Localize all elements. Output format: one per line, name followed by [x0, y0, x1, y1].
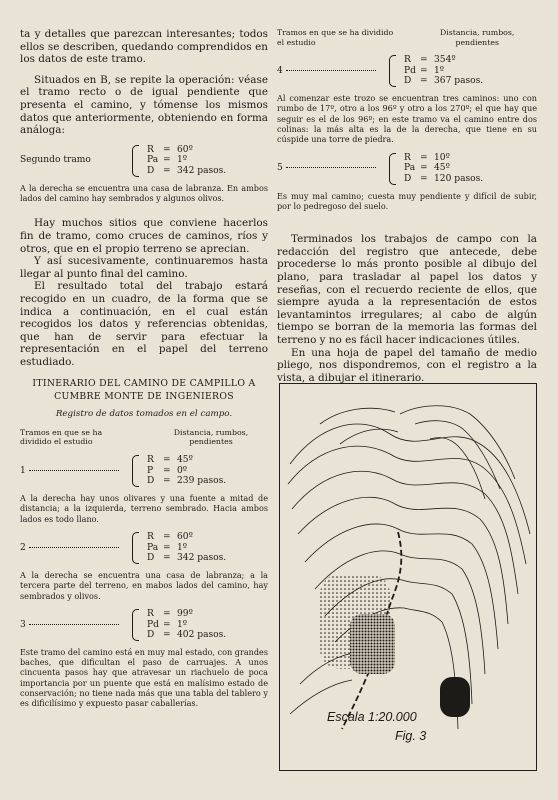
value-key: D [147, 476, 155, 487]
value-key: P [147, 465, 154, 476]
value-key: D [404, 173, 412, 184]
value-key: R [147, 455, 154, 466]
value: 342 pasos. [177, 166, 227, 177]
entry-values: R = 99º Pd = 1º D = 402 pasos. [147, 608, 227, 641]
brace [132, 145, 139, 177]
value-key: R [404, 152, 411, 163]
register-subheading: Registro de datos tomados en el campo. [55, 408, 233, 419]
entry-values: R = 60º Pa = 1º D = 342 pasos. [147, 532, 227, 564]
brace [132, 609, 139, 641]
value-key: Pd [404, 65, 416, 76]
heading-line: CUMBRE MONTE DE INGENIEROS [54, 390, 234, 402]
value: 10º [434, 152, 450, 163]
entry-note: Es muy mal camino; cuesta muy pendiente y difícil de subir, por lo pedregoso del suelo. [277, 190, 537, 211]
entry-values: R = 45º P = 0º D = 239 pasos. [147, 455, 227, 487]
value-key: R [147, 144, 154, 155]
left-column [20, 28, 268, 709]
value-key: R [404, 55, 411, 66]
value: 1º [177, 542, 188, 553]
brace [389, 55, 396, 87]
entry-note: Este tramo del camino está en muy mal estado, con grandes baches, que dificultan el paso de carruajes. A unos cincuenta pasos hay que atravesar un riachuelo de poca importancia por un puente que está en malísimo estado de conservación; no tiene nada más que una tabla del tablero y es dificilísimo y expuesto pasar caballerías. [20, 646, 268, 709]
paragraph: Hay muchos sitios que conviene hacerlos fin de tramo, como cruces de caminos, ríos y otros, que en el propio terreno se aprecian. [20, 217, 268, 255]
tramo-entry [20, 609, 268, 641]
value: 342 pasos. [177, 553, 227, 564]
tramo-entry [277, 55, 537, 87]
tramo-entry [20, 532, 268, 564]
paragraph: ta y detalles que parezcan interesantes; todos ellos se describen, quedando comprendidos en los datos de este tramo. [20, 28, 268, 66]
value-key: R [147, 532, 154, 543]
value-key: D [404, 76, 412, 87]
paragraph: Y así sucesivamente, continuaremos hasta llegar al punto final del camino. [20, 255, 268, 280]
brace [132, 455, 139, 487]
stippled-area [350, 614, 395, 674]
scale-caption: Escala 1:20.000 [327, 710, 417, 724]
figure-caption: Fig. 3 [395, 729, 427, 743]
value-key: Pa [147, 155, 159, 166]
segundo-tramo-entry [20, 145, 268, 177]
entry-number: 5 [277, 163, 389, 174]
value: 60º [177, 532, 193, 543]
entry-values: R = 10º Pa = 45º D = 120 pasos. [404, 152, 484, 184]
value: 367 pasos. [434, 76, 484, 87]
contour-lines [288, 406, 530, 729]
value-key: R [147, 608, 154, 619]
column-header: Tramos en que se ha dividido el estudio [277, 28, 394, 47]
value: 0º [177, 465, 188, 476]
paragraph: En una hoja de papel del tamaño de medio pliego, nos dispondremos, con el registro a la vista, a dibujar el itinerario. [277, 346, 537, 384]
entry-number: 1 [20, 466, 132, 477]
value-key: D [147, 630, 155, 641]
entry-number: 4 [277, 66, 389, 77]
entry-number: 3 [20, 620, 132, 631]
entry-values: R = 60º Pa = 1º D = 342 pasos. [147, 144, 227, 177]
paragraph: Situados en B, se repite la operación: véase el tramo recto o de igual pendiente que presenta el camino, y tómense los mismos datos que anteriormente, obteniendo en forma análoga: [20, 73, 268, 137]
paragraph: Terminados los trabajos de campo con la redacción del registro que antecede, debe procederse lo más pronto posible al dibujo del plano, para trasladar al papel los datos y reseñas, con el recuerdo reciente de ellos, que siempre ayuda a la representación de estos levantamintos irregulares; al cabo de algún tiempo se borran de la memoria las formas del terreno y no es fácil hacer indicaciones útiles. [277, 233, 537, 347]
entry-label: Segundo tramo [20, 155, 91, 166]
table-header [20, 428, 268, 447]
brace [132, 532, 139, 564]
paragraph: El resultado total del trabajo estará recogido en un cuadro, de la forma que se indica a continuación, en el cual están recogidos los datos y referencias obtenidas, que han de servir para efectuar la representación en el papel del terreno estudiado. [20, 280, 268, 368]
value: 1º [177, 155, 188, 166]
value: 354º [434, 55, 456, 66]
value: 1º [177, 619, 188, 630]
entry-note: A la derecha se encuentra una casa de labranza. En ambos lados del camino hay sembrados y algunos olivos. [20, 182, 268, 204]
value: 239 pasos. [177, 476, 227, 487]
right-column [277, 28, 537, 384]
value-key: D [147, 166, 155, 177]
column-header: Distancia, rumbos, pendientes [440, 28, 515, 47]
value-key: Pd [147, 619, 159, 630]
value: 45º [434, 163, 450, 174]
itinerary-heading [20, 378, 268, 402]
table-header [277, 28, 537, 47]
value-key: Pa [404, 163, 416, 174]
entry-values: R = 354º Pd = 1º D = 367 pasos. [404, 55, 484, 87]
heading-line: ITINERARIO DEL CAMINO DE CAMPILLO A [32, 378, 256, 390]
tramo-entry [20, 455, 268, 487]
value-key: Pa [147, 542, 159, 553]
value-key: D [147, 553, 155, 564]
tramo-entry [277, 153, 537, 185]
value: 120 pasos. [434, 173, 484, 184]
value: 99º [177, 608, 193, 619]
value: 60º [177, 144, 193, 155]
entry-note: Al comenzar este trozo se encuentran tres caminos: uno con rumbo de 17º, otro a los 96º y otro a los 270º; el que hay que seguir es el de los 96º; en este tramo va el camino entre dos colinas: la más alta es la de la derecha, que tiene en su cúspide una torre de piedra. [277, 93, 537, 145]
rock-area [440, 677, 470, 717]
column-header: Tramos en que se ha dividido el estudio [20, 427, 103, 447]
value: 45º [177, 455, 193, 466]
brace [389, 153, 396, 185]
column-header: Distancia, rumbos, pendientes [173, 427, 249, 447]
entry-note: A la derecha hay unos olivares y una fuente a mitad de distancia; a la izquierda, terreno sembrado. Hacia ambos lados es todo llano. [20, 493, 268, 524]
value: 1º [434, 65, 445, 76]
entry-note: A la derecha se encuentra una casa de labranza; a la tercera parte del terreno, en mabos lados del camino, hay sembrados y olivos. [20, 569, 268, 601]
value: 402 pasos. [177, 630, 227, 641]
entry-number: 2 [20, 543, 132, 554]
